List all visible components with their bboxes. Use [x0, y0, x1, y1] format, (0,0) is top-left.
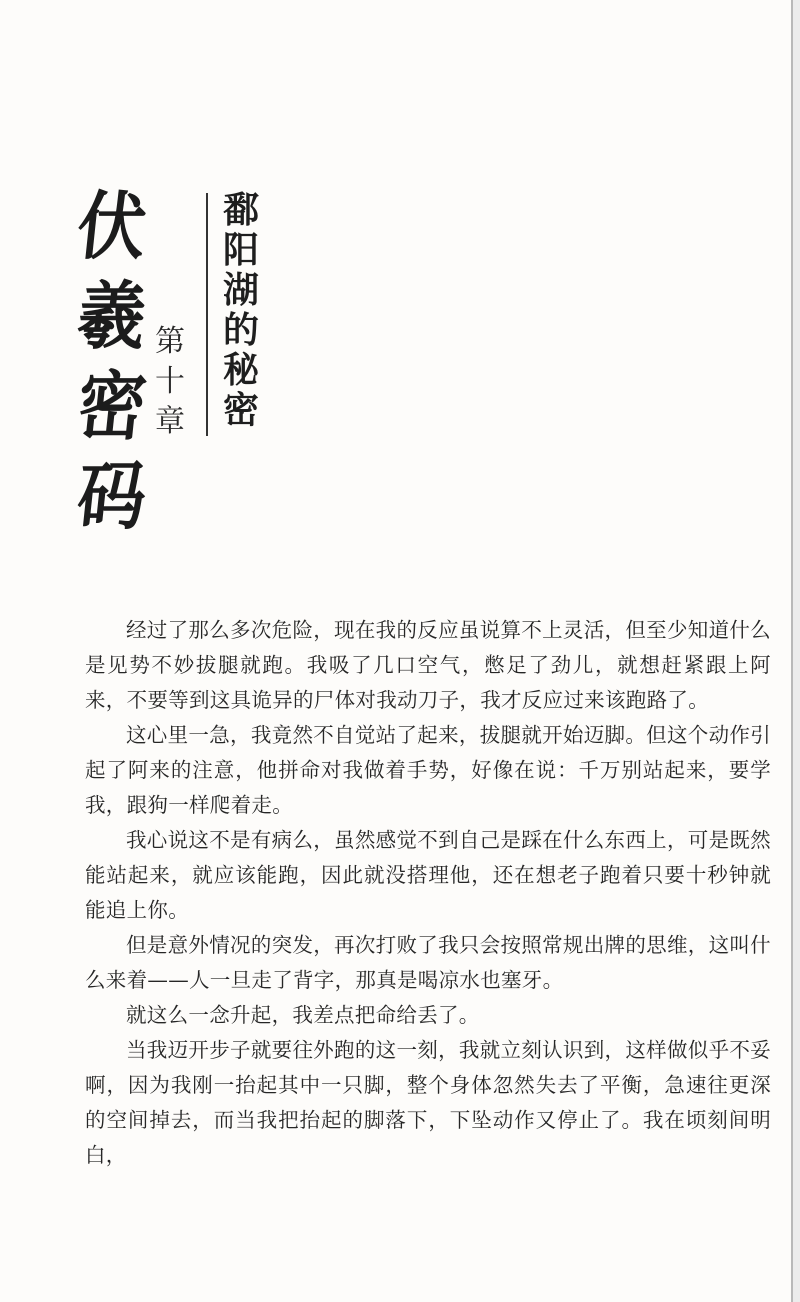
book-title-char: 码	[73, 454, 147, 540]
chapter-title-char: 湖	[222, 269, 259, 311]
chapter-title-char: 的	[222, 309, 259, 351]
book-title-char: 密	[73, 364, 147, 450]
chapter-title	[219, 190, 263, 430]
page-edge-line	[791, 0, 793, 1302]
paragraph: 我心说这不是有病么，虽然感觉不到自己是踩在什么东西上，可是既然能站起来，就应该能跑，因此就没搭理他，还在想老子跑着只要十秒钟就能追上你。	[85, 828, 771, 922]
book-title-calligraphy	[70, 182, 150, 542]
chapter-number-char: 第	[155, 324, 185, 359]
paragraph: 当我迈开步子就要往外跑的这一刻，我就立刻认识到，这样做似乎不妥啊，因为我刚一抬起其中一只脚，整个身体忽然失去了平衡，急速往更深的空间掉去，而当我把抬起的脚落下，下坠动作又停止了。我在顷刻间明白，	[85, 1038, 771, 1167]
book-title-char: 伏	[73, 184, 147, 270]
paragraph: 这心里一急，我竟然不自觉站了起来，拔腿就开始迈脚。但这个动作引起了阿来的注意，他拼命对我做着手势，好像在说：千万别站起来，要学我，跟狗一样爬着走。	[85, 723, 771, 817]
chapter-number-char: 章	[155, 404, 185, 439]
book-title-char: 羲	[73, 274, 147, 360]
chapter-body	[85, 613, 771, 1173]
chapter-title-char: 阳	[222, 229, 259, 271]
title-divider	[206, 193, 208, 436]
chapter-number-char: 十	[155, 364, 185, 399]
chapter-number	[150, 322, 190, 442]
paragraph: 就这么一念升起，我差点把命给丢了。	[126, 1003, 480, 1027]
page-edge-shadow	[793, 0, 800, 1302]
chapter-title-char: 鄱	[222, 189, 259, 231]
paragraph: 但是意外情况的突发，再次打败了我只会按照常规出牌的思维，这叫什么来着——人一旦走了背字，那真是喝凉水也塞牙。	[85, 933, 771, 992]
chapter-title-char: 密	[222, 389, 259, 431]
chapter-title-char: 秘	[222, 349, 259, 391]
paragraph: 经过了那么多次危险，现在我的反应虽说算不上灵活，但至少知道什么是见势不妙拔腿就跑。我吸了几口空气，憋足了劲儿，就想赶紧跟上阿来，不要等到这具诡异的尸体对我动刀子，我才反应过来该跑路了。	[85, 618, 771, 712]
